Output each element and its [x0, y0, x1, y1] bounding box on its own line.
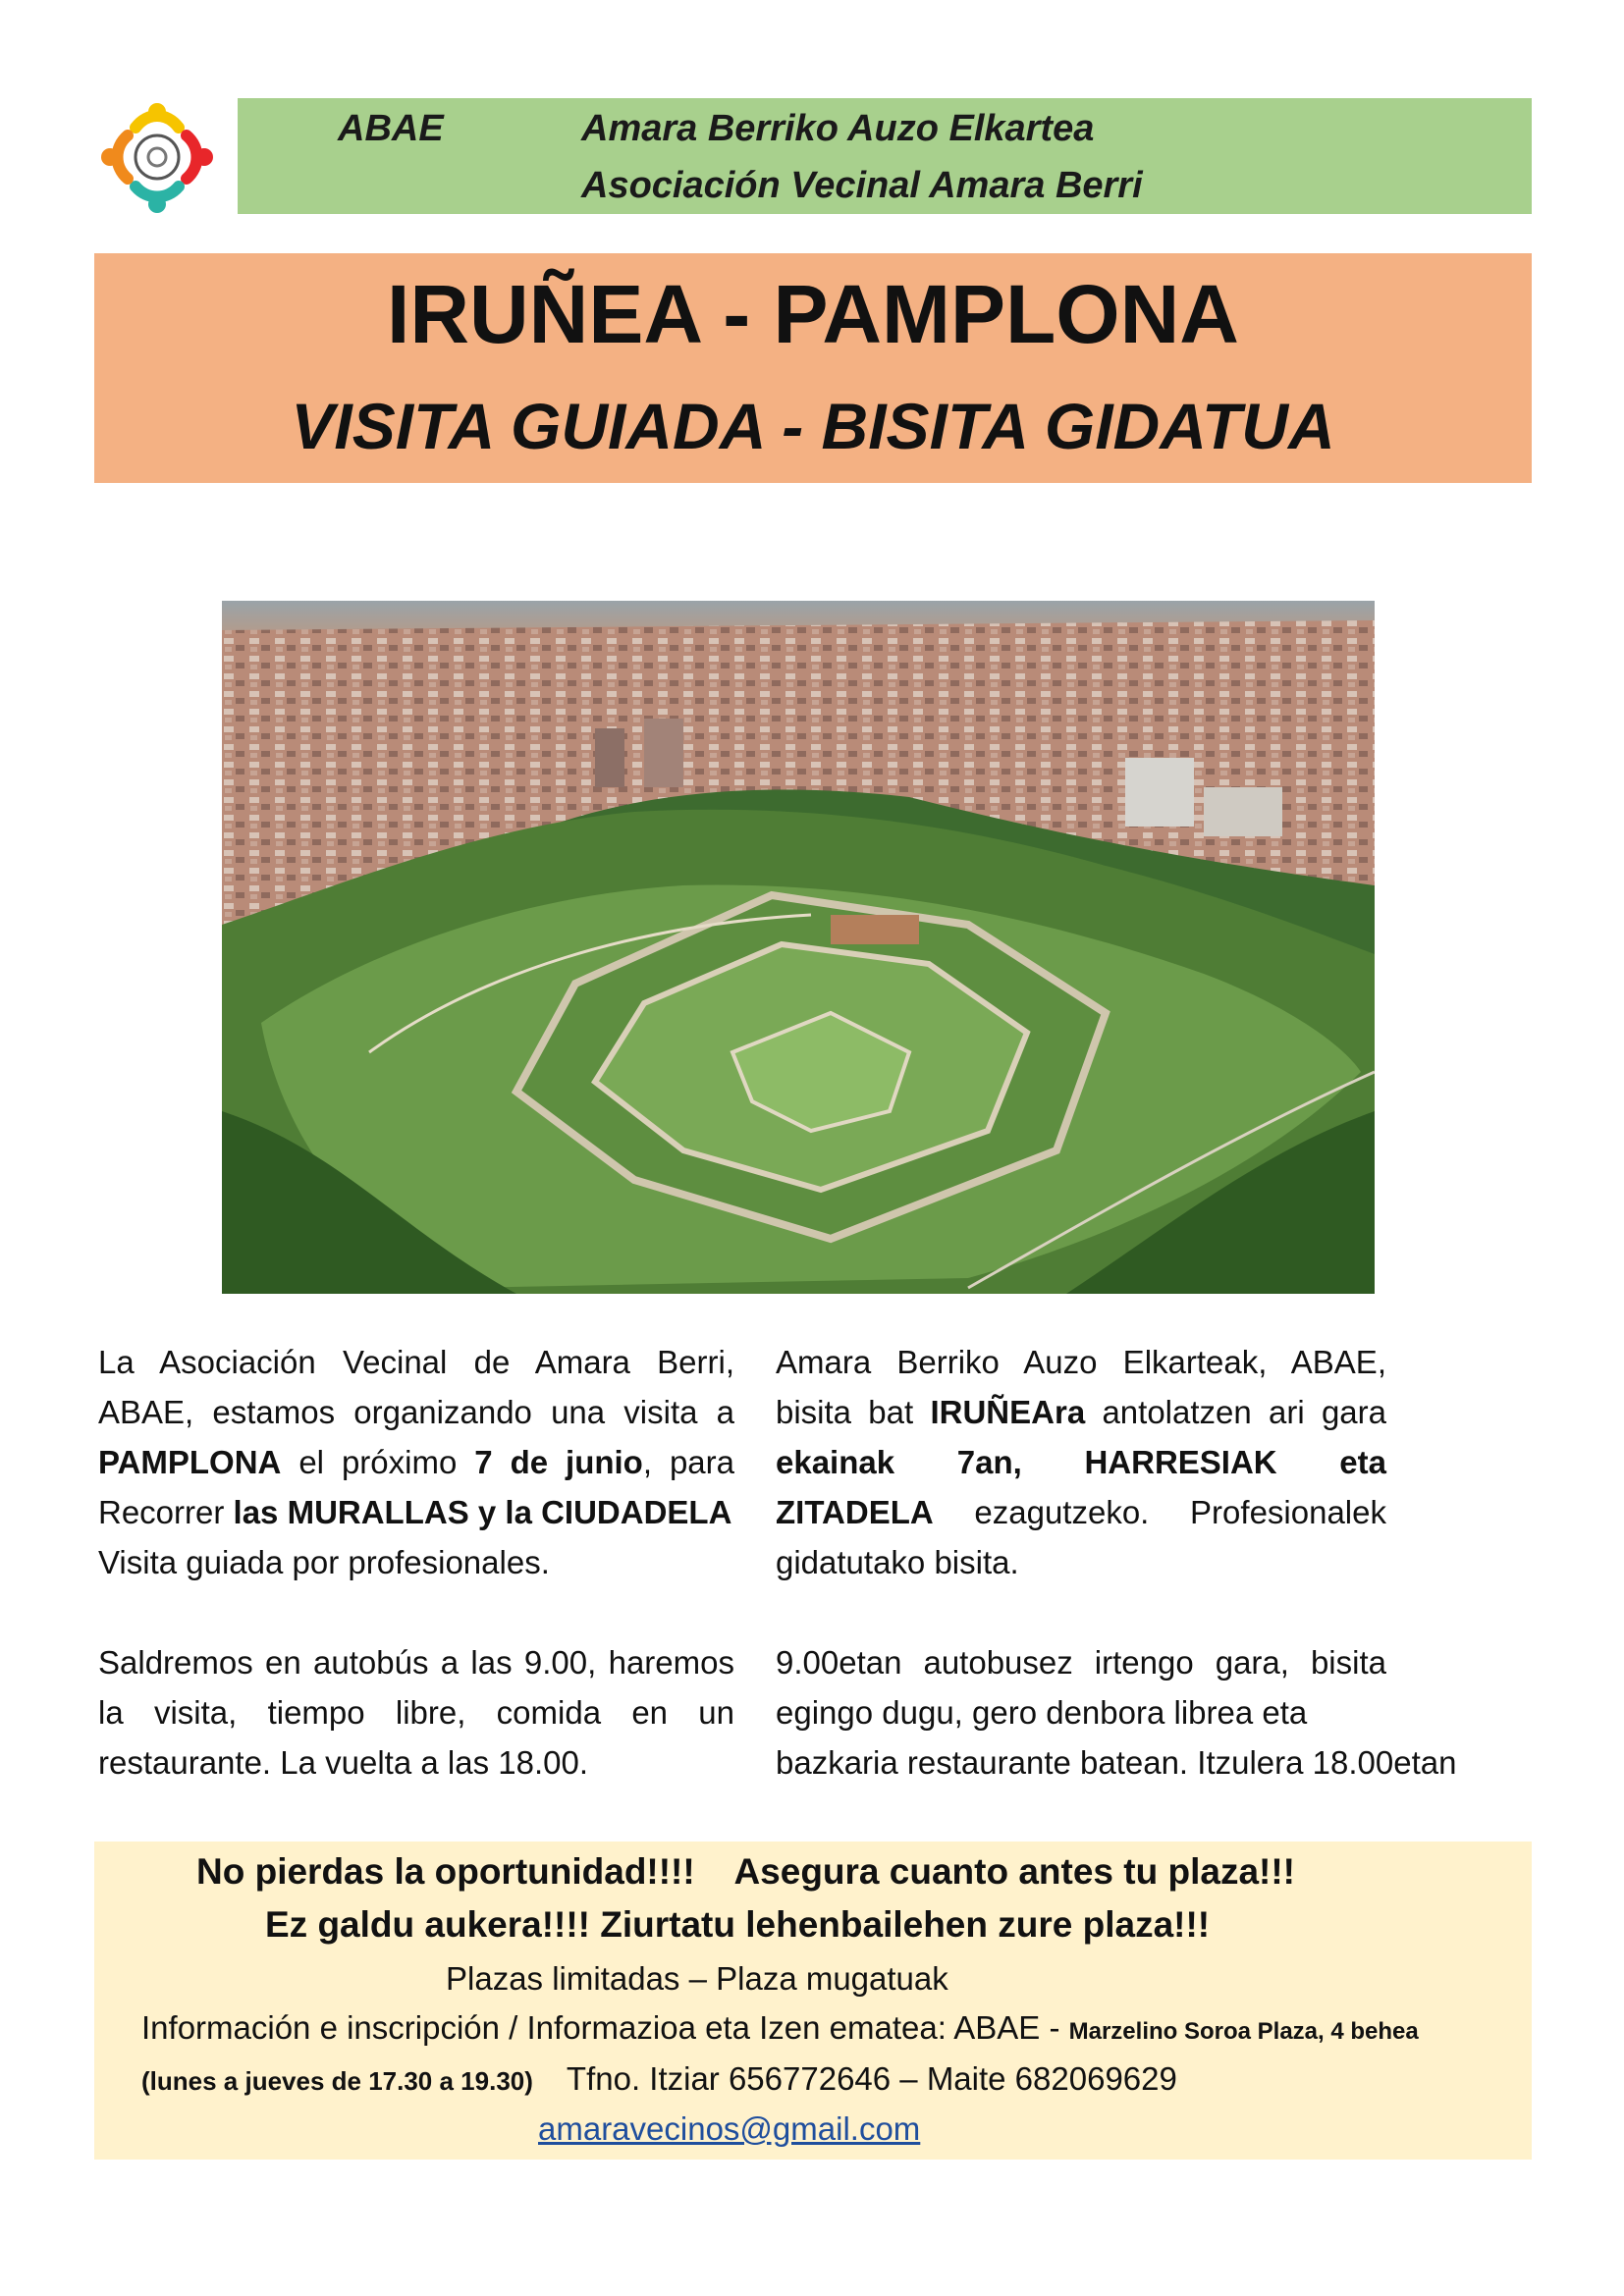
- eu-bold-date-sites: ekainak 7an, HARRESIAK eta ZITADELA: [776, 1444, 1386, 1530]
- es-bold-city: PAMPLONA: [98, 1444, 282, 1480]
- header-abbr: ABAE: [338, 108, 444, 149]
- header-name-eu: Amara Berriko Auzo Elkartea: [581, 108, 1095, 149]
- footer-info-label: Información e inscripción / Informazioa eta Izen ematea: ABAE -: [141, 2009, 1069, 2046]
- footer-email-link[interactable]: amaravecinos@gmail.com: [538, 2110, 921, 2147]
- footer-limited-places: Plazas limitadas – Plaza mugatuak: [446, 1960, 948, 1997]
- basque-paragraph-2a: 9.00etan autobusez irtengo gara, bisita egingo dugu, gero denbora librea eta: [776, 1644, 1386, 1731]
- es-bold-date: 7 de junio: [474, 1444, 643, 1480]
- footer-phones: Tfno. Itziar 656772646 – Maite 682069629: [566, 2060, 1177, 2097]
- basque-paragraph-2b: bazkaria restaurante batean. Itzulera 18.00etan: [776, 1744, 1457, 1781]
- es-text: La Asociación Vecinal de Amara Berri, ABAE, estamos organizando una visita a: [98, 1344, 734, 1430]
- footer-hours: (lunes a jueves de 17.30 a 19.30): [141, 2066, 533, 2096]
- page-title: IRUÑEA - PAMPLONA: [387, 268, 1239, 360]
- basque-column: [776, 1337, 1522, 1788]
- es-text: el próximo: [281, 1444, 475, 1480]
- footer-cta-es: No pierdas la oportunidad!!!! Asegura cuanto antes tu plaza!!!: [196, 1851, 1295, 1892]
- spanish-paragraph-2: Saldremos en autobús a las 9.00, haremos la visita, tiempo libre, comida en un restaurante. La vuelta a las 18.00.: [98, 1644, 734, 1781]
- spanish-paragraph-1: [98, 1337, 734, 1537]
- es-text: , para Recorrer: [98, 1444, 735, 1530]
- es-bold-sites: las MURALLAS y la CIUDADELA: [233, 1494, 732, 1530]
- eu-text: Amara Berriko Auzo Elkarteak, ABAE, bisita bat: [776, 1344, 1386, 1430]
- spanish-guided-line: Visita guiada por profesionales.: [98, 1544, 550, 1580]
- footer-contact-line: [141, 2060, 1177, 2098]
- eu-text: ezagutzeko. Profesionalek gidatutako bisita.: [776, 1494, 1386, 1580]
- footer-info-line: [141, 2009, 1419, 2047]
- header-name-es: Asociación Vecinal Amara Berri: [581, 165, 1143, 206]
- spanish-column: [98, 1337, 734, 1788]
- footer-box: [94, 1842, 1532, 2160]
- basque-paragraph-1: [776, 1337, 1386, 1587]
- title-box: [94, 253, 1532, 483]
- header-bar: [238, 98, 1532, 214]
- citadel-aerial-photo: [222, 601, 1375, 1294]
- eu-bold-city: IRUÑEAra: [930, 1394, 1086, 1430]
- abae-logo: [98, 98, 216, 216]
- footer-address: Marzelino Soroa Plaza, 4 behea: [1068, 2018, 1419, 2045]
- eu-text: antolatzen ari gara: [1085, 1394, 1387, 1430]
- footer-cta-eu: Ez galdu aukera!!!! Ziurtatu lehenbailehen zure plaza!!!: [265, 1904, 1211, 1945]
- page-subtitle: VISITA GUIADA - BISITA GIDATUA: [291, 390, 1335, 462]
